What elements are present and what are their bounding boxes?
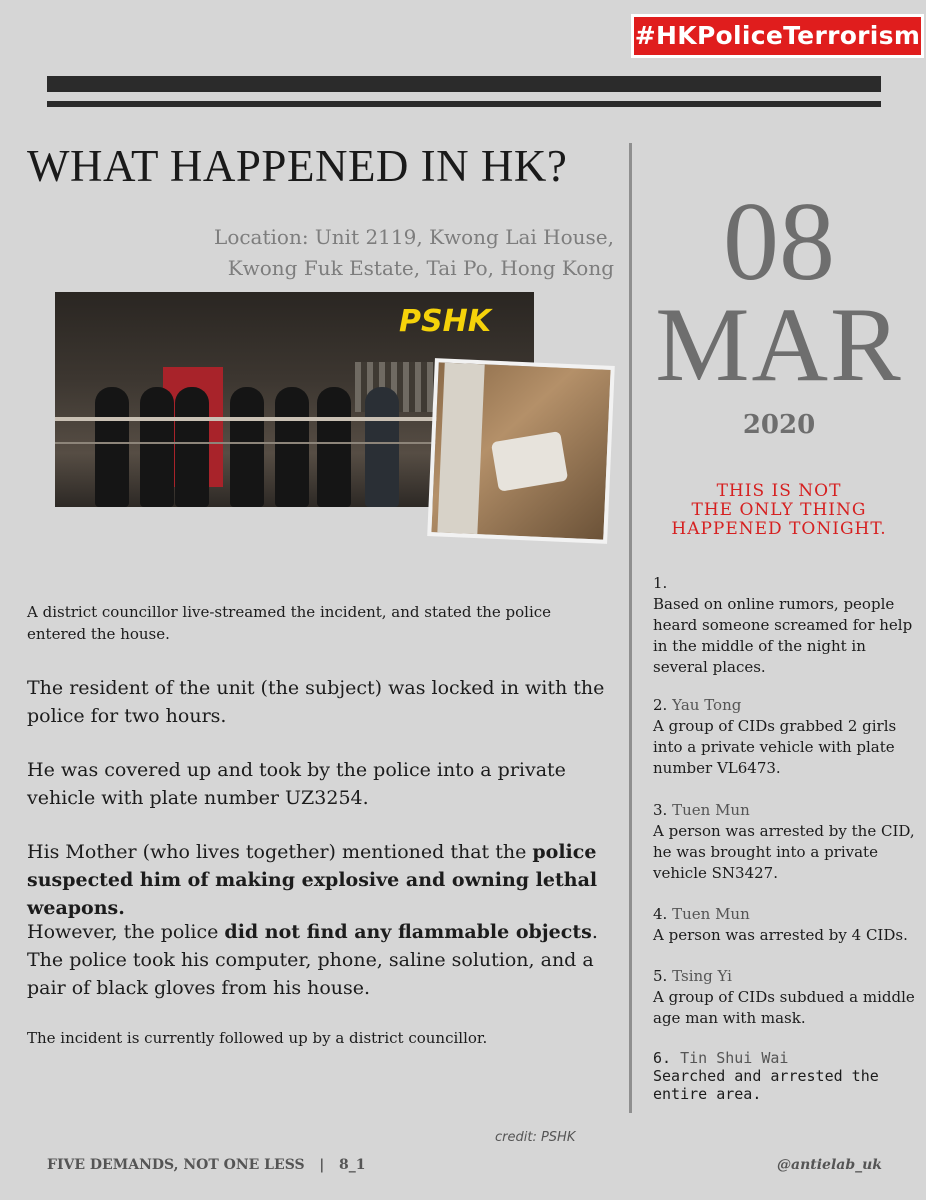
- body-paragraph-7: The incident is currently followed up by a district councillor.: [27, 1029, 488, 1047]
- date-year: 2020: [742, 410, 816, 440]
- incident-place: Yau Tong: [672, 696, 742, 714]
- body-paragraph-4-emphasis: police suspected him of making explosive and owning lethal weapons.: [27, 841, 598, 919]
- incident-item: [653, 1049, 918, 1103]
- header-rule-thin: [47, 101, 881, 107]
- apartment-photo: [427, 358, 615, 544]
- page-title: WHAT HAPPENED IN HK?: [27, 141, 568, 191]
- incident-place: Tin Shui Wai: [680, 1049, 789, 1067]
- body-paragraph-5-text: However, the police: [27, 921, 225, 943]
- body-paragraph-1: A district councillor live-streamed the incident, and stated the police entered the house.: [27, 603, 552, 643]
- notice-line-2: THE ONLY THING: [691, 500, 867, 520]
- incident-text: Based on online rumors, people heard someone screamed for help in the middle of the night in several places.: [653, 595, 913, 676]
- incident-place: Tuen Mun: [672, 801, 750, 819]
- body-paragraph-5-emphasis: did not find any flammable objects: [224, 921, 592, 943]
- notice-line-3: HAPPENED TONIGHT.: [671, 519, 887, 539]
- incident-place: Tuen Mun: [672, 905, 750, 923]
- incident-item: [653, 573, 918, 678]
- footer-handle: @antielab_uk: [777, 1157, 882, 1173]
- body-paragraph-3: He was covered up and took by the police into a private vehicle with plate number UZ3254.: [27, 759, 566, 809]
- header-rule-thick: [47, 76, 881, 92]
- pshk-logo: PSHK: [399, 304, 491, 339]
- incident-number: 2.: [653, 696, 668, 714]
- photo-credit: credit: PSHK: [495, 1130, 576, 1145]
- incident-text: A person was arrested by the CID, he was brought into a private vehicle SN3427.: [653, 822, 915, 882]
- body-paragraph-5: [27, 918, 617, 946]
- incident-item: [653, 800, 918, 884]
- location: [94, 222, 614, 284]
- incident-text: A group of CIDs grabbed 2 girls into a private vehicle with plate number VL6473.: [653, 717, 897, 777]
- incident-number: 5.: [653, 967, 668, 985]
- incident-text: A group of CIDs subdued a middle age man with mask.: [653, 988, 915, 1027]
- incident-item: [653, 904, 918, 946]
- notice: [632, 482, 926, 539]
- body-paragraph-6: The police took his computer, phone, saline solution, and a pair of black gloves from his house.: [27, 949, 594, 999]
- body-paragraph-4-text: His Mother (who lives together) mentioned that the: [27, 841, 533, 863]
- hashtag-banner: #HKPoliceTerrorism: [631, 14, 924, 58]
- notice-line-1: THIS IS NOT: [716, 481, 842, 501]
- incident-number: 1.: [653, 574, 668, 592]
- body-paragraph-4: [27, 838, 617, 922]
- incident-number: 4.: [653, 905, 668, 923]
- footer-slogan: FIVE DEMANDS, NOT ONE LESS | 8_1: [47, 1157, 366, 1173]
- location-line-2: Kwong Fuk Estate, Tai Po, Hong Kong: [227, 256, 614, 280]
- incident-text: A person was arrested by 4 CIDs.: [653, 926, 908, 944]
- body-paragraph-5-end: .: [591, 921, 598, 943]
- date-month: MAR: [655, 286, 903, 403]
- incident-item: [653, 966, 918, 1029]
- date-day: 08: [723, 180, 835, 304]
- body-paragraph-2: The resident of the unit (the subject) was locked in with the police for two hours.: [27, 677, 605, 727]
- incident-number: 6.: [653, 1049, 672, 1067]
- location-line-1: Location: Unit 2119, Kwong Lai House,: [214, 225, 614, 249]
- incident-place: Tsing Yi: [672, 967, 732, 985]
- incident-text: Searched and arrested the entire area.: [653, 1067, 879, 1103]
- incident-number: 3.: [653, 801, 668, 819]
- incident-item: [653, 695, 918, 779]
